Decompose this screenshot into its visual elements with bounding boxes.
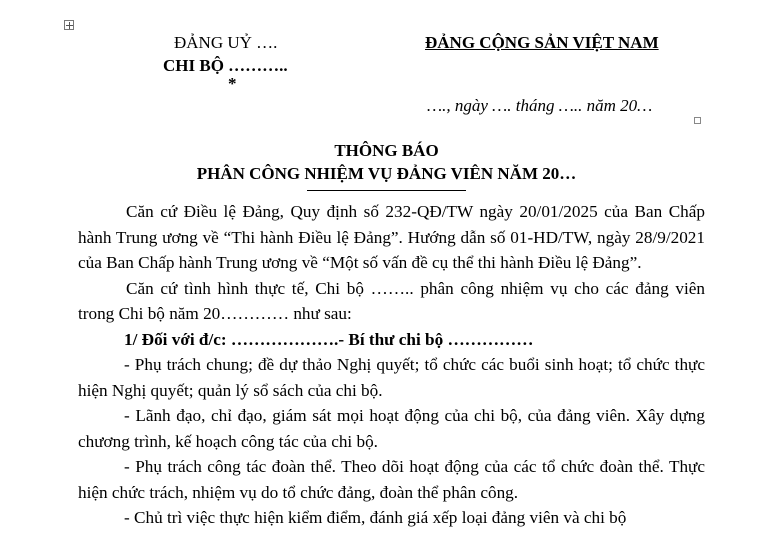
header-star: * [228,74,237,93]
party-cell-label: CHI BỘ ……….. [163,56,288,75]
date-line: …., ngày …. tháng ….. năm 20… [427,96,653,115]
task-item: - Phụ trách chung; đề dự thảo Nghị quyết; tổ chức các buổi sinh hoạt; tổ chức thực hiện Nghị quyết; quản lý sổ sách của chi bộ. [78,355,705,400]
party-committee-label: ĐẢNG UỶ …. [174,33,278,52]
task-item: - Phụ trách công tác đoàn thể. Theo dõi hoạt động của các tổ chức đoàn thể. Thực hiện chức trách, nhiệm vụ do tổ chức đảng, đoàn thể phân công. [78,457,705,502]
paragraph-legal-basis: Căn cứ Điều lệ Đảng, Quy định số 232-QĐ/TW ngày 20/01/2025 của Ban Chấp hành Trung ương về “Thi hành Điều lệ Đảng”. Hướng dẫn số 01-HD/TW, ngày 28/9/2021 của Ban Chấp hành Trung ương về “Một số vấn đề cụ thể thi hành Điều lệ Đảng”. [78,202,705,272]
table-move-handle-icon[interactable] [64,20,74,30]
title-divider [307,190,466,191]
document-subtitle: PHÂN CÔNG NHIỆM VỤ ĐẢNG VIÊN NĂM 20… [196,164,577,183]
table-resize-handle-icon[interactable] [694,117,701,124]
task-item: - Chủ trì việc thực hiện kiểm điểm, đánh giá xếp loại đảng viên và chi bộ [124,508,627,527]
task-item: - Lãnh đạo, chỉ đạo, giám sát mọi hoạt động của chi bộ, của đảng viên. Xây dựng chương trình, kế hoạch công tác của chi bộ. [78,406,705,451]
paragraph-situation: Căn cứ tình hình thực tế, Chi bộ …….. phân công nhiệm vụ cho các đảng viên trong Chi bộ năm 20………… như sau: [78,278,705,323]
party-name-heading: ĐẢNG CỘNG SẢN VIỆT NAM [425,33,659,52]
document-title: THÔNG BÁO [334,141,439,160]
document-body [78,199,705,531]
section-heading-secretary: 1/ Đối với đ/c: ……………….- Bí thư chi bộ …………… [124,329,534,349]
